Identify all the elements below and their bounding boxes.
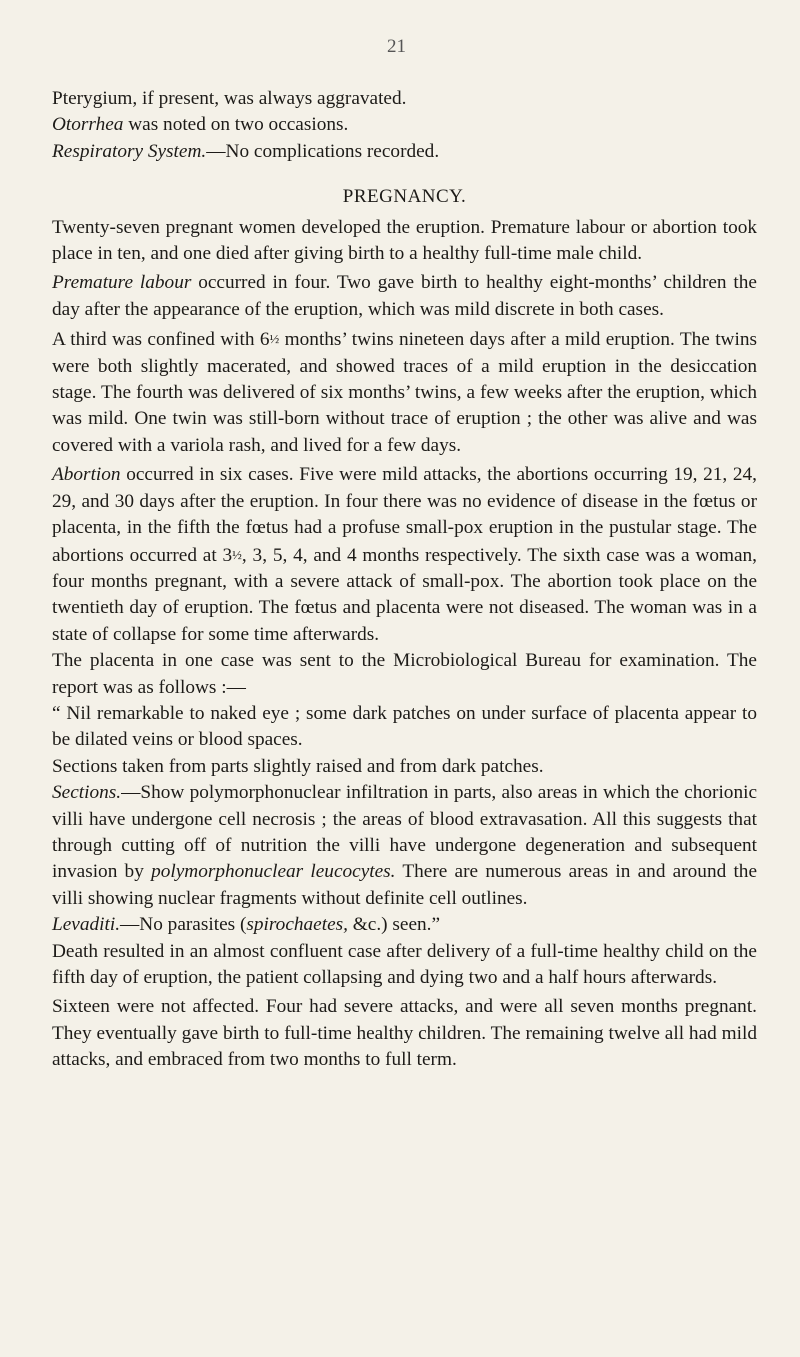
levaditi-label: Levaditi.: [52, 914, 121, 936]
paragraph-death: Death resulted in an almost confluent case after delivery of a full-time healthy child on the fifth day of eruption, the patient collapsing and dying two and a half hours afterwards.: [52, 940, 757, 988]
sections-label: Sections.: [52, 782, 122, 804]
paragraph-third-case: A third was confined with 6½ months’ twins nineteen days after a mild eruption. The twins were both slightly macerated, and showed traces of a mild eruption in the desiccation stage. The fourth was delivered of six months’ twins, a few weeks after the eruption, which was mild. One twin was still-born without trace of eruption ; the other was alive and was covered with a variola rash, and lived for a few days.: [52, 329, 757, 456]
paragraph-abortion: Abortion occurred in six cases. Five were mild attacks, the abortions occurring 19, 21, 24, 29, and 30 days after the eruption. In four there was no evidence of disease in the fœtus or placenta, in the fifth the fœtus had a profuse small-pox eruption in the pustular stage. The abortions occurred at 3½, 3, 5, 4, and 4 months respectively. The sixth case was a woman, four months pregnant, with a severe attack of small-pox. The abortion took place on the twentieth day of eruption. The fœtus and placenta were not diseased. The woman was in a state of collapse for some time afterwards.: [52, 464, 757, 645]
paragraph-premature-labour: Premature labour occurred in four. Two gave birth to healthy eight-months’ children the day after the appearance of the eruption, which was mild discrete in both cases.: [52, 272, 757, 320]
paragraph-sixteen: Sixteen were not affected. Four had severe attacks, and were all seven months pregnant. They eventually gave birth to full-time healthy children. The remaining twelve all had mild attacks, and embraced from two months to full term.: [52, 996, 757, 1071]
respiratory-label: Respiratory System.: [52, 140, 207, 162]
section-heading-pregnancy: PREGNANCY.: [342, 186, 467, 208]
quote-sections: Sections.—Show polymorphonuclear infiltration in parts, also areas in which the chorionic villi have undergone cell necrosis ; the areas of blood extravasation. All this suggests that through cutting off of nutrition the villi have undergone degeneration and subsequent invasion by polymorphonuclear leucocytes. There are numerous areas in and around the villi showing nuclear fragments without definite cell outlines.: [52, 782, 758, 909]
body-text: [52, 86, 757, 1074]
paragraph-pterygium: Pterygium, if present, was always aggravated.: [52, 88, 407, 109]
paragraph-pregnancy-intro: Twenty-seven pregnant women developed the eruption. Premature labour or abortion took place in ten, and one died after giving birth to a healthy full-time male child.: [52, 216, 757, 265]
paragraph-respiratory: Respiratory System.—No complications recorded.: [52, 140, 440, 162]
otorrhea-label: Otorrhea: [52, 114, 124, 136]
page-number: 21: [387, 36, 406, 57]
quote-sections-taken: Sections taken from parts slightly raised and from dark patches.: [52, 755, 544, 777]
premature-label: Premature labour: [52, 272, 192, 294]
paragraph-placenta-report: The placenta in one case was sent to the Microbiological Bureau for examination. The report was as follows :—: [52, 650, 757, 698]
paragraph-otorrhea: Otorrhea was noted on two occasions.: [52, 114, 349, 136]
fraction: ½: [232, 546, 242, 562]
abortion-label: Abortion: [52, 464, 121, 486]
quote-levaditi: Levaditi.—No parasites (spirochaetes, &c.) seen.”: [52, 914, 441, 936]
quote-naked-eye: “ Nil remarkable to naked eye ; some dark patches on under surface of placenta appear to be dilated veins or blood spaces.: [52, 702, 757, 751]
fraction: ½: [269, 331, 280, 347]
